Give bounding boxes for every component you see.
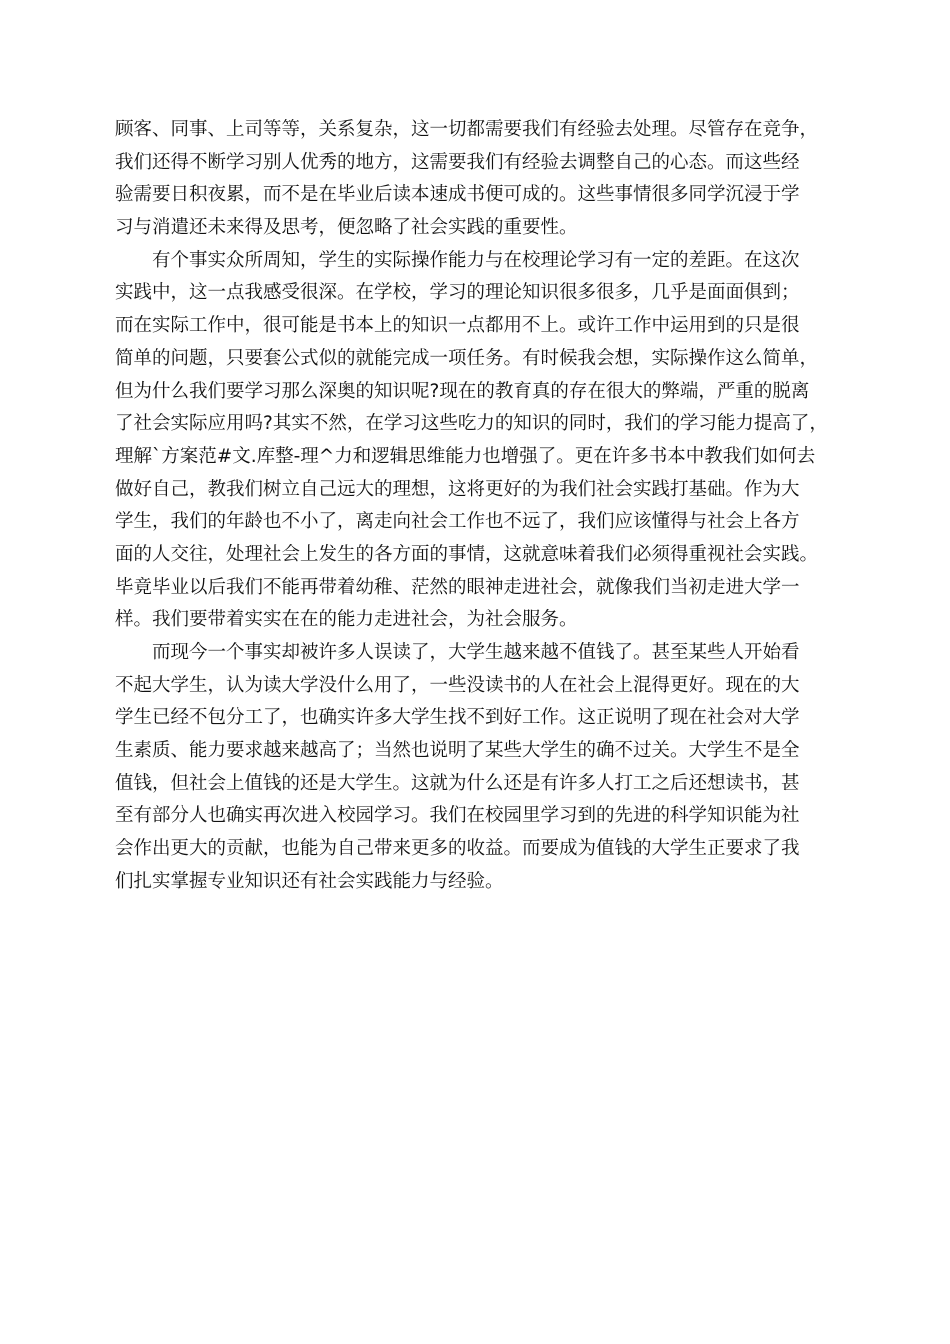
text-line: 学生已经不包分工了，也确实许多大学生找不到好工作。这正说明了现在社会对大学	[115, 707, 800, 729]
paragraph	[115, 637, 845, 899]
paragraph	[115, 245, 845, 637]
text-line: 生素质、能力要求越来越高了；当然也说明了某些大学生的确不过关。大学生不是全	[115, 740, 800, 762]
text-line: 样。我们要带着实实在在的能力走进社会，为社会服务。	[115, 609, 578, 631]
text-line: 做好自己，教我们树立自己远大的理想，这将更好的为我们社会实践打基础。作为大	[115, 478, 800, 500]
text-line: 习与消遣还未来得及思考，便忽略了社会实践的重要性。	[115, 217, 578, 239]
text-line: 而现今一个事实却被许多人误读了，大学生越来越不值钱了。甚至某些人开始看	[115, 642, 800, 663]
text-line: 实践中，这一点我感受很深。在学校，学习的理论知识很多很多，几乎是面面俱到；	[115, 282, 800, 304]
text-line: 面的人交往，处理社会上发生的各方面的事情，这就意味着我们必须得重视社会实践。	[115, 543, 819, 565]
text-line: 而在实际工作中，很可能是书本上的知识一点都用不上。或许工作中运用到的只是很	[115, 315, 800, 337]
body-text	[115, 114, 845, 899]
text-line: 学生，我们的年龄也不小了，离走向社会工作也不远了，我们应该懂得与社会上各方	[115, 511, 800, 533]
text-line: 验需要日积夜累，而不是在毕业后读本速成书便可成的。这些事情很多同学沉浸于学	[115, 184, 800, 206]
text-line: 简单的问题，只要套公式似的就能完成一项任务。有时候我会想，实际操作这么简单，	[115, 347, 819, 369]
text-line: 值钱，但社会上值钱的还是大学生。这就为什么还是有许多人打工之后还想读书，甚	[115, 772, 800, 794]
text-line: 至有部分人也确实再次进入校园学习。我们在校园里学习到的先进的科学知识能为社	[115, 805, 800, 827]
text-line: 不起大学生，认为读大学没什么用了，一些没读书的人在社会上混得更好。现在的大	[115, 674, 800, 696]
text-line: 但为什么我们要学习那么深奥的知识呢?现在的教育真的存在很大的弊端，严重的脱离	[115, 380, 810, 402]
text-line: 理解`方案范#文.库整-理^力和逻辑思维能力也增强了。更在许多书本中教我们如何去	[115, 445, 816, 467]
text-line: 有个事实众所周知，学生的实际操作能力与在校理论学习有一定的差距。在这次	[115, 249, 800, 271]
text-line: 我们还得不断学习别人优秀的地方，这需要我们有经验去调整自己的心态。而这些经	[115, 151, 800, 173]
text-line: 毕竟毕业以后我们不能再带着幼稚、茫然的眼神走进社会，就像我们当初走进大学一	[115, 576, 800, 598]
text-line: 会作出更大的贡献，也能为自己带来更多的收益。而要成为值钱的大学生正要求了我	[115, 838, 800, 860]
text-line: 了社会实际应用吗?其实不然，在学习这些吃力的知识的同时，我们的学习能力提高了，	[115, 413, 828, 435]
paragraph	[115, 114, 845, 245]
text-line: 顾客、同事、上司等等，关系复杂，这一切都需要我们有经验去处理。尽管存在竞争，	[115, 119, 819, 140]
text-line: 们扎实掌握专业知识还有社会实践能力与经验。	[115, 870, 504, 892]
